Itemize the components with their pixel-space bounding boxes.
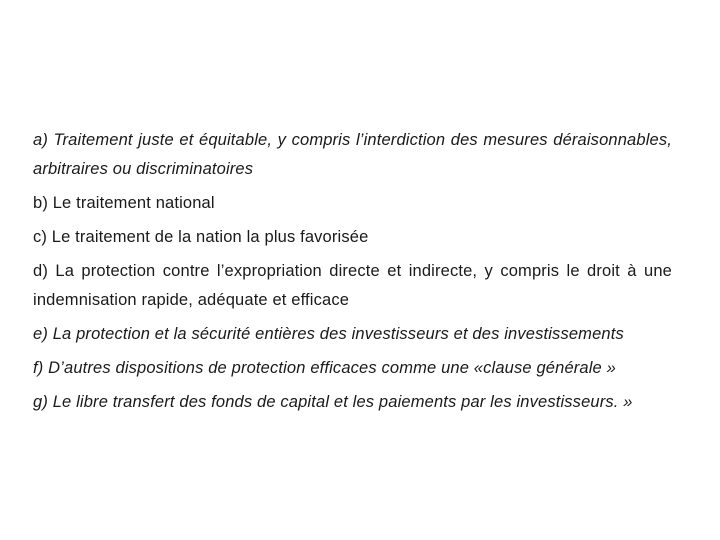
list-item-c: c) Le traitement de la nation la plus favorisée — [33, 228, 369, 246]
list-item-b: b) Le traitement national — [33, 194, 215, 212]
list-item-d: d) La protection contre l’expropriation directe et indirecte, y compris le droit à une indemnisation rapide, adéquate et efficace — [33, 262, 672, 309]
list-item-g: g) Le libre transfert des fonds de capital et les paiements par les investisseurs. » — [33, 393, 633, 411]
provisions-list — [33, 126, 672, 422]
list-item-f: f) D’autres dispositions de protection efficaces comme une «clause générale » — [33, 359, 616, 377]
list-item-e: e) La protection et la sécurité entières des investisseurs et des investissements — [33, 325, 624, 343]
list-item-a: a) Traitement juste et équitable, y compris l’interdiction des mesures déraisonnables, arbitraires ou discriminatoires — [33, 131, 672, 178]
